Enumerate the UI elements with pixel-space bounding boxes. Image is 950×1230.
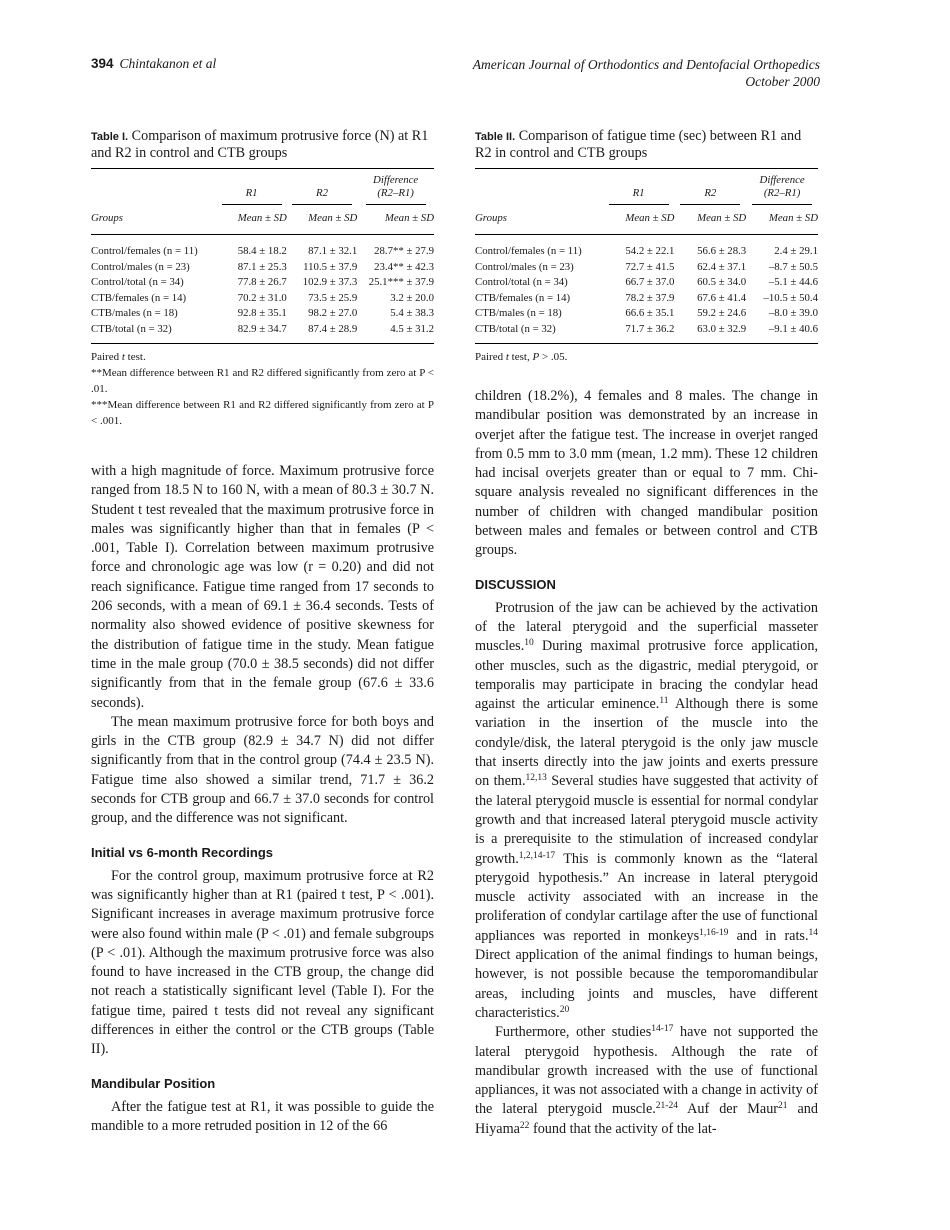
table-cell-value: 23.4** ± 42.3 xyxy=(374,260,434,273)
table-row xyxy=(475,322,818,343)
paragraph: with a high magnitude of force. Maximum protrusive force ranged from 18.5 N to 160 N, with a mean of 80.3 ± 30.7 N. Student t test revealed that the maximum protrusive force in males was significantly higher than that in females (P < .001, Table I). Correlation between maximum protrusive force and chronologic age was low (r = 0.20) and did not reach significance. Fatigue time ranged from 17 seconds to 206 seconds, with a mean of 69.1 ± 36.4 seconds. Tests of normality also showed evidence of positive skewness for the distribution of fatigue time in the study. Mean fatigue time in the male group (70.0 ± 38.5 seconds) did not differ significantly from that in the female group (67.6 ± 33.6 seconds). xyxy=(91,463,434,711)
table2-col-diff: Difference (R2–R1) xyxy=(752,174,812,205)
table-cell-group: CTB/males (n = 18) xyxy=(475,307,562,320)
table2-col-r1: R1 xyxy=(609,187,669,205)
table-row xyxy=(91,322,434,343)
table1-label: Table I. xyxy=(91,131,129,143)
table-row xyxy=(475,235,818,260)
table2 xyxy=(475,168,818,344)
paragraph: After the fatigue test at R1, it was possible to guide the mandible to a more retruded position in 12 of the 66 xyxy=(91,1098,434,1134)
table2-note: Paired t test, P > .05. xyxy=(475,350,568,363)
citation: 14-17 xyxy=(651,1024,674,1035)
paragraph: The mean maximum protrusive force for both boys and girls in the CTB group (82.9 ± 34.7 N) did not differ significantly from that in the control group (74.4 ± 23.5 N). Fatigue time also showed a similar trend, 71.7 ± 36.2 seconds for CTB group and 66.7 ± 37.0 seconds for control group, and the difference was not significant. xyxy=(91,713,434,827)
table2-caption xyxy=(475,128,818,161)
section-heading: Mandibular Position xyxy=(91,1075,216,1091)
citation: 14 xyxy=(808,927,818,938)
table1-caption-text: Comparison of maximum protrusive force (N) at R1 and R2 in control and CTB groups xyxy=(91,128,429,161)
table2-notes xyxy=(475,349,818,365)
table-cell-value: 98.2 ± 27.0 xyxy=(308,307,358,320)
table-cell-value: –10.5 ± 50.4 xyxy=(763,291,818,304)
table2-body xyxy=(475,235,818,344)
table-cell-value: 87.1 ± 32.1 xyxy=(287,235,357,260)
table1-col-diff: Difference (R2–R1) xyxy=(366,174,426,205)
running-header-left xyxy=(91,56,216,72)
table-cell-value: 54.2 ± 22.1 xyxy=(603,235,675,260)
table-cell-value: 72.7 ± 41.5 xyxy=(625,260,675,273)
citation: 21 xyxy=(778,1101,788,1112)
table-row xyxy=(475,275,818,291)
table-row xyxy=(91,235,434,260)
table1-col-r1: R1 xyxy=(222,187,282,205)
table-cell-group: Control/females (n = 11) xyxy=(475,235,603,260)
table1-col-r2: R2 xyxy=(292,187,352,205)
table-cell-value: 63.0 ± 32.9 xyxy=(697,322,747,335)
table1-col-mean-sd: Mean ± SD xyxy=(384,212,434,224)
table-cell-value: 71.7 ± 36.2 xyxy=(625,322,675,335)
table-cell-group: Control/total (n = 34) xyxy=(91,276,184,289)
table-cell-value: 102.9 ± 37.3 xyxy=(302,276,358,289)
table1-note: **Mean difference between R1 and R2 differed significantly from zero at P < .01. xyxy=(91,366,434,395)
table1-col-mean-sd: Mean ± SD xyxy=(237,212,287,224)
table-cell-value: 25.1*** ± 37.9 xyxy=(368,276,434,289)
table2-col-r2: R2 xyxy=(680,187,740,205)
table-row xyxy=(91,291,434,307)
table1-note: ***Mean difference between R1 and R2 differed significantly from zero at P < .001. xyxy=(91,398,434,427)
running-header-right xyxy=(473,56,820,90)
header-journal: American Journal of Orthodontics and Dentofacial Orthopedics xyxy=(472,57,820,72)
table-cell-value: –8.7 ± 50.5 xyxy=(768,260,818,273)
table-cell-value: 3.2 ± 20.0 xyxy=(390,291,434,304)
table-cell-value: 87.1 ± 25.3 xyxy=(237,260,287,273)
table-cell-value: 28.7** ± 27.9 xyxy=(357,235,434,260)
table-row xyxy=(91,275,434,291)
table-row xyxy=(475,306,818,322)
table1 xyxy=(91,168,434,344)
table2-caption-text: Comparison of fatigue time (sec) between R1 and R2 in control and CTB groups xyxy=(475,128,802,161)
table-cell-value: 77.8 ± 26.7 xyxy=(237,276,287,289)
table2-label: Table II. xyxy=(475,131,516,143)
table1-body xyxy=(91,235,434,344)
header-authors: Chintakanon et al xyxy=(119,56,217,71)
table-cell-value: 66.7 ± 37.0 xyxy=(625,276,675,289)
paragraph: children (18.2%), 4 females and 8 males. The change in mandibular position was demonstrated by an increase in overjet after the fatigue test. The increase in overjet ranged from 0.5 mm to 3.0 mm (mean, 1.2 mm). These 12 children had incisal overjets greater than or equal to 7 mm. Chi-square analysis revealed no significant differences in the number of children with changed mandibular position between males and females or between control and CTB groups. xyxy=(475,388,818,559)
table1-caption xyxy=(91,128,434,161)
citation: 20 xyxy=(559,1004,570,1015)
table2-col-mean-sd: Mean ± SD xyxy=(697,212,747,224)
table-cell-value: 70.2 ± 31.0 xyxy=(237,291,287,304)
table-cell-value: 62.4 ± 37.1 xyxy=(697,260,747,273)
table1-col-groups: Groups xyxy=(91,212,123,224)
table-cell-value: 78.2 ± 37.9 xyxy=(625,291,675,304)
section-heading: Initial vs 6-month Recordings xyxy=(91,844,274,860)
page-number: 394 xyxy=(91,56,114,71)
citation: 11 xyxy=(659,696,669,707)
left-column xyxy=(91,128,434,429)
table-cell-value: –5.1 ± 44.6 xyxy=(768,276,818,289)
table2-col-mean-sd: Mean ± SD xyxy=(768,212,818,224)
table-cell-value: 66.6 ± 35.1 xyxy=(625,307,675,320)
table-cell-value: 110.5 ± 37.9 xyxy=(303,260,358,273)
citation: 1,16-19 xyxy=(699,927,729,938)
citation: 22 xyxy=(519,1120,530,1131)
table-cell-group: CTB/total (n = 32) xyxy=(91,322,172,335)
table-cell-value: –8.0 ± 39.0 xyxy=(768,307,818,320)
table-cell-value: 59.2 ± 24.6 xyxy=(697,307,747,320)
table-cell-value: 73.5 ± 25.9 xyxy=(308,291,358,304)
table-cell-value: –9.1 ± 40.6 xyxy=(768,322,818,335)
table-cell-group: CTB/females (n = 14) xyxy=(475,291,571,304)
table-cell-group: CTB/total (n = 32) xyxy=(475,322,556,335)
paragraph: Furthermore, other studies$^{14-17}$ have not supported the lateral pterygoid hypothesis. Although the rate of mandibular growth increased with the use of functional appliances, it was not associated with a change in activity of the lateral pterygoid muscle.$^{21-24}$ Auf der Maur$^{21}$ and Hiyama$^{22}$ found that the activity of the lat- xyxy=(475,1024,818,1137)
table-cell-value: 87.4 ± 28.9 xyxy=(308,322,358,335)
left-body xyxy=(91,462,434,1136)
table-cell-value: 58.4 ± 18.2 xyxy=(216,235,286,260)
paragraph: For the control group, maximum protrusive force at R2 was significantly higher than at R1 (paired t test, P < .001). Significant increases in average maximum protrusive force were also found within male (P < .01) and female subgroups (P < .01). Although the maximum protrusive force was also found to have increased in the CTB group, the change did not reach a statistically significant level (Table I). For the fatigue time, paired t tests did not reveal any significant differences in either the control or the CTB groups (Table II). xyxy=(91,867,434,1058)
table-cell-value: 82.9 ± 34.7 xyxy=(237,322,287,335)
table-cell-group: Control/total (n = 34) xyxy=(475,276,568,289)
table-cell-group: Control/males (n = 23) xyxy=(475,260,574,273)
header-date: October 2000 xyxy=(745,74,820,89)
table1-col-mean-sd: Mean ± SD xyxy=(308,212,358,224)
table2-col-groups: Groups xyxy=(475,212,507,224)
table-row xyxy=(91,260,434,276)
table-cell-value: 60.5 ± 34.0 xyxy=(697,276,747,289)
table-row xyxy=(475,291,818,307)
table2-col-mean-sd: Mean ± SD xyxy=(625,212,675,224)
table-cell-value: 67.6 ± 41.4 xyxy=(697,291,747,304)
citation: 21-24 xyxy=(655,1101,678,1112)
paragraph: Protrusion of the jaw can be achieved by the activation of the lateral pterygoid and the superficial masseter muscles.$^{10}$ During maximal protrusive force application, other muscles, such as the digastric, medial pterygoid, or temporalis may participate in bracing the condylar head against the articular eminence.$^{11}$ Although there is some variation in the insertion of the muscle into the condyle/disk, the lateral pterygoid is the only jaw muscle that inserts directly into the jaw joints and exerts pressure on them.$^{12,13}$ Several studies have suggested that activity of the lateral pterygoid muscle is essential for normal condylar growth and that increased lateral pterygoid muscle activity is a prerequisite to the stimulation of increased condylar growth.$^{1,2,14-17}$ This is commonly known as the “lateral pterygoid hypothesis.” An increase in lateral pterygoid muscle activity associated with an increase in the proliferation of condylar cartilage after the use of functional appliances was reported in monkeys$^{1,16-19}$ and in rats.$^{14}$ Direct application of the animal findings to human beings, however, is not possible because the temporomandibular areas, including joints and muscles, have different characteristics.$^{20}$ xyxy=(475,599,818,1021)
table-row xyxy=(91,306,434,322)
citation: 12,13 xyxy=(525,773,547,784)
table-cell-group: Control/females (n = 11) xyxy=(91,235,216,260)
right-body xyxy=(475,387,818,1139)
table-cell-group: CTB/males (n = 18) xyxy=(91,307,178,320)
table1-note: Paired t test. xyxy=(91,350,146,363)
table-cell-value: 5.4 ± 38.3 xyxy=(390,307,434,320)
citation: 10 xyxy=(524,638,534,649)
table-cell-value: 56.6 ± 28.3 xyxy=(674,235,746,260)
table-row xyxy=(475,260,818,276)
table-cell-value: 4.5 ± 31.2 xyxy=(390,322,434,335)
citation: 1,2,14-17 xyxy=(518,850,556,861)
table1-notes xyxy=(91,349,434,429)
table-cell-value: 2.4 ± 29.1 xyxy=(746,235,818,260)
right-column xyxy=(475,128,818,365)
table-cell-group: CTB/females (n = 14) xyxy=(91,291,187,304)
table-cell-value: 92.8 ± 35.1 xyxy=(237,307,287,320)
table-cell-group: Control/males (n = 23) xyxy=(91,260,190,273)
section-heading: DISCUSSION xyxy=(475,576,556,592)
